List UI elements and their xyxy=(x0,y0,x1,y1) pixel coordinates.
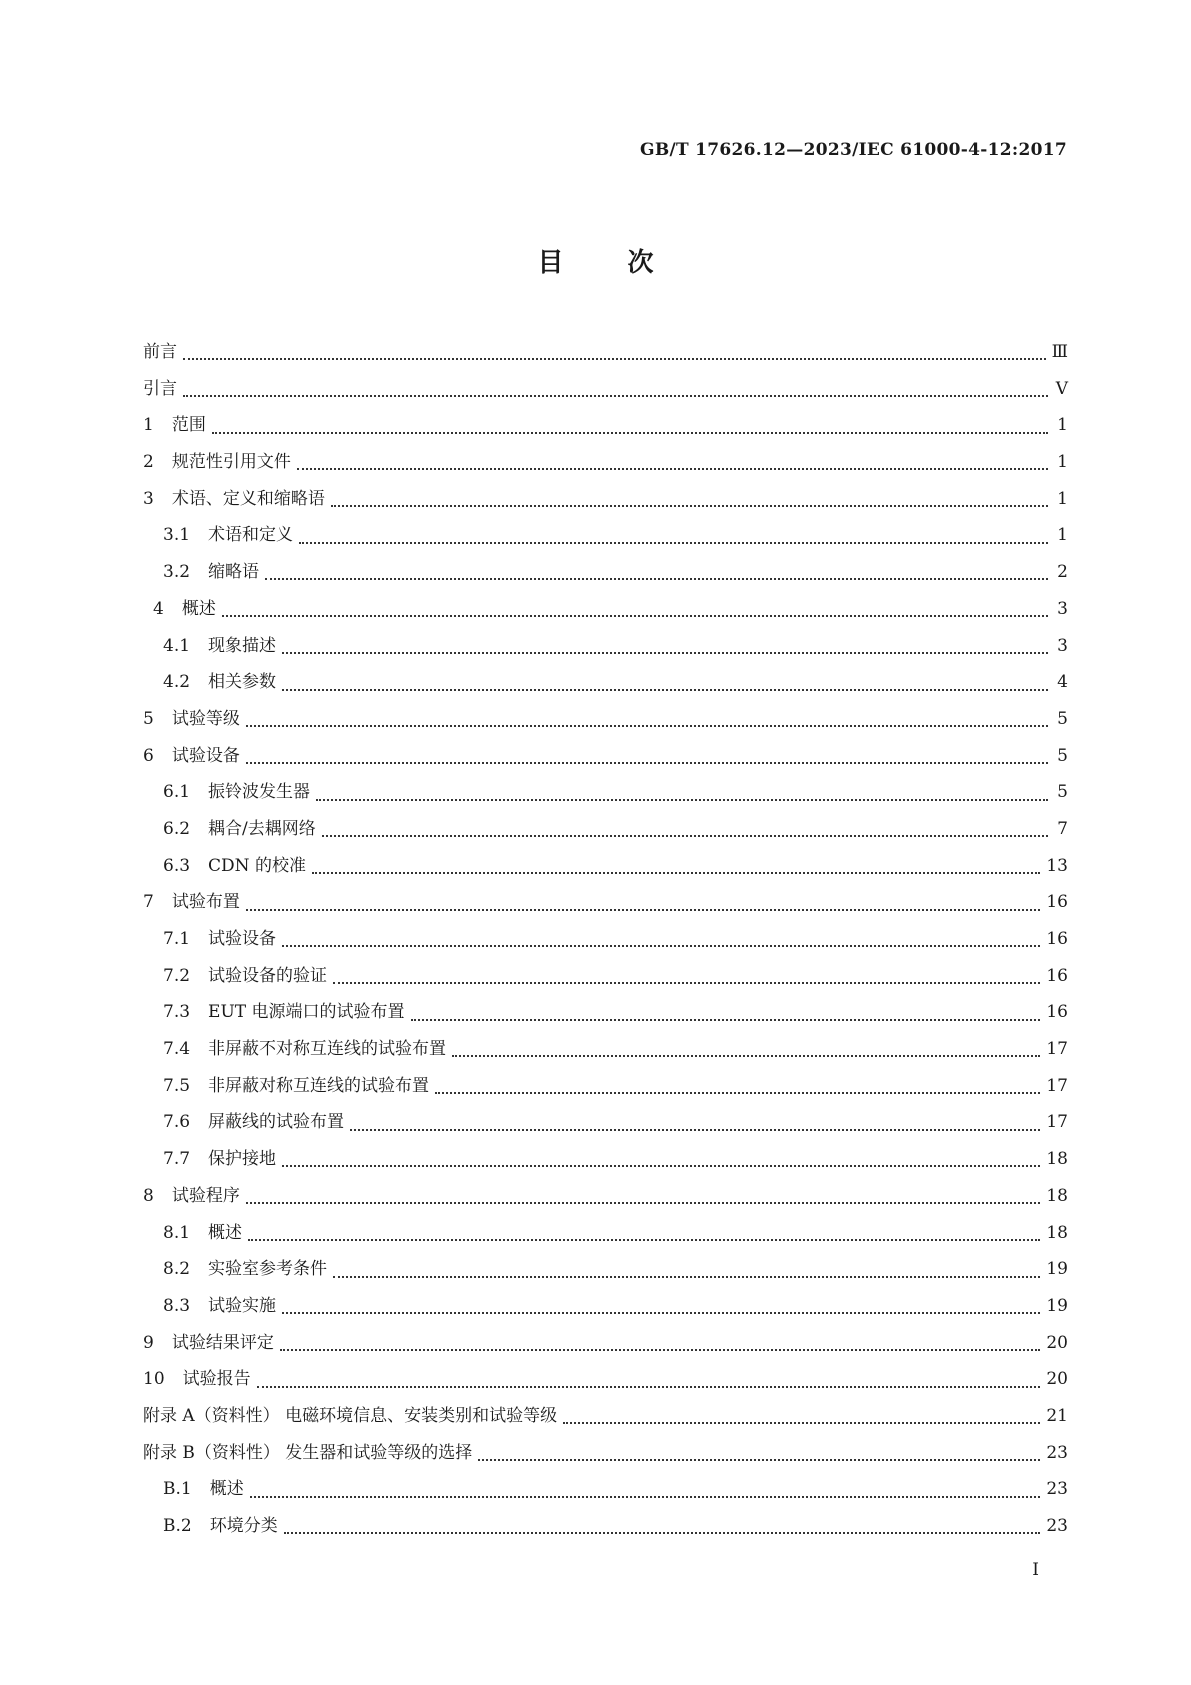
toc-entry-page: 17 xyxy=(1046,1039,1068,1060)
toc-entry-label: 概述 xyxy=(208,1222,243,1243)
toc-entry-page: 1 xyxy=(1057,525,1068,546)
dot-leader xyxy=(297,468,1048,470)
toc-entry[interactable] xyxy=(143,1438,1068,1475)
dot-leader xyxy=(282,945,1040,947)
dot-leader xyxy=(280,1349,1041,1351)
toc-entry-label: 概述 xyxy=(209,1479,244,1500)
toc-entry[interactable] xyxy=(143,887,1068,924)
toc-entry-label: 试验报告 xyxy=(182,1369,251,1390)
toc-entry-number: 1 xyxy=(143,415,154,436)
toc-entry-page: 5 xyxy=(1057,782,1068,803)
toc-entry-number: B.2 xyxy=(163,1516,192,1536)
toc-entry-label: 试验布置 xyxy=(171,892,240,913)
dot-leader xyxy=(333,982,1040,984)
toc-entry-number: 7.1 xyxy=(163,929,191,949)
toc-entry-label: 振铃波发生器 xyxy=(208,782,311,803)
toc-entry[interactable] xyxy=(143,1218,1068,1255)
toc-entry-label: 试验设备 xyxy=(171,745,240,766)
dot-leader xyxy=(322,835,1048,837)
toc-entry-page: 18 xyxy=(1046,1149,1068,1170)
toc-entry[interactable] xyxy=(143,814,1068,851)
toc-entry[interactable] xyxy=(143,337,1068,374)
toc-entry-label: 相关参数 xyxy=(208,672,277,693)
toc-entry-number: 7.3 xyxy=(163,1002,191,1023)
toc-entry-page: 3 xyxy=(1057,598,1068,619)
toc-entry-page: 1 xyxy=(1057,452,1068,473)
dot-leader xyxy=(299,542,1048,544)
toc-entry-page: 4 xyxy=(1057,672,1068,693)
toc-entry-label: 规范性引用文件 xyxy=(171,452,291,473)
toc-entry-number: 8.1 xyxy=(163,1222,191,1243)
dot-leader xyxy=(246,762,1048,764)
toc-entry[interactable] xyxy=(143,704,1068,741)
toc-entry-number: 4.2 xyxy=(163,672,191,693)
toc-entry-label: 试验程序 xyxy=(171,1185,240,1206)
toc-entry[interactable] xyxy=(143,447,1068,484)
toc-entry-number: 8.3 xyxy=(163,1295,191,1316)
dot-leader xyxy=(248,1239,1040,1241)
dot-leader xyxy=(282,1312,1040,1314)
toc-entry-page: 19 xyxy=(1046,1259,1068,1280)
dot-leader xyxy=(316,799,1048,801)
toc-entry-page: Ⅴ xyxy=(1055,378,1068,399)
toc-entry[interactable] xyxy=(143,1291,1068,1328)
toc-entry-page: 16 xyxy=(1046,1002,1068,1023)
toc-entry-number: 6.2 xyxy=(163,818,191,839)
toc-entry-page: 23 xyxy=(1046,1442,1068,1463)
toc-entry-number: 6.1 xyxy=(163,782,191,803)
toc-entry-label: 现象描述 xyxy=(208,635,277,656)
toc-entry-label: 概述 xyxy=(181,598,216,619)
toc-entry-label: EUT 电源端口的试验布置 xyxy=(208,1002,405,1023)
dot-leader xyxy=(282,689,1048,691)
toc-entry[interactable] xyxy=(143,667,1068,704)
toc-entry-page: 23 xyxy=(1046,1479,1068,1500)
toc-entry-page: Ⅲ xyxy=(1051,342,1068,362)
toc-entry-label: 试验设备 xyxy=(208,929,277,949)
dot-leader xyxy=(183,395,1048,397)
toc-entry-number: 6.3 xyxy=(163,855,191,876)
toc-entry-label: 实验室参考条件 xyxy=(208,1259,328,1280)
toc-entry-label: 屏蔽线的试验布置 xyxy=(208,1112,345,1133)
toc-entry-number: 5 xyxy=(143,708,154,729)
toc-entry-page: 18 xyxy=(1046,1185,1068,1206)
toc-entry-page: 3 xyxy=(1057,635,1068,656)
dot-leader xyxy=(222,615,1048,617)
toc-entry-page: 1 xyxy=(1057,488,1068,509)
dot-leader xyxy=(411,1019,1041,1021)
toc-entry-page: 18 xyxy=(1046,1222,1068,1243)
toc-entry-number: 3.1 xyxy=(163,525,191,546)
toc-entry-number: 2 xyxy=(143,452,154,473)
dot-leader xyxy=(250,1496,1041,1498)
toc-entry-page: 21 xyxy=(1046,1405,1068,1426)
dot-leader xyxy=(246,725,1048,727)
dot-leader xyxy=(257,1386,1041,1388)
toc-entry[interactable] xyxy=(143,520,1068,557)
toc-entry-page: 23 xyxy=(1046,1516,1068,1536)
dot-leader xyxy=(452,1055,1040,1057)
toc-entry-label: 范围 xyxy=(171,415,206,436)
toc-entry-label: CDN 的校准 xyxy=(208,855,306,876)
toc-entry[interactable] xyxy=(143,631,1068,668)
toc-entry-number: 7.4 xyxy=(163,1039,191,1060)
toc-entry-page: 5 xyxy=(1057,708,1068,729)
dot-leader xyxy=(282,652,1048,654)
dot-leader xyxy=(284,1532,1041,1534)
toc-entry-label: 引言 xyxy=(143,378,177,399)
toc-entry-page: 17 xyxy=(1046,1075,1068,1096)
toc-entry[interactable] xyxy=(143,961,1068,998)
table-of-contents xyxy=(143,337,1068,1548)
toc-entry-page: 17 xyxy=(1046,1112,1068,1133)
toc-entry-page: 7 xyxy=(1057,818,1068,839)
toc-entry[interactable] xyxy=(143,1474,1068,1511)
toc-entry[interactable] xyxy=(143,1107,1068,1144)
toc-entry-label: 附录 A（资料性） 电磁环境信息、安装类别和试验等级 xyxy=(143,1405,558,1426)
dot-leader xyxy=(333,1276,1040,1278)
dot-leader xyxy=(282,1165,1040,1167)
toc-entry[interactable] xyxy=(143,1181,1068,1218)
toc-entry-label: 非屏蔽对称互连线的试验布置 xyxy=(208,1075,430,1096)
dot-leader xyxy=(312,872,1040,874)
standard-code: GB/T 17626.12—2023/IEC 61000-4-12:2017 xyxy=(640,140,1067,160)
dot-leader xyxy=(212,432,1048,434)
toc-entry-number: 7.2 xyxy=(163,965,191,986)
toc-entry[interactable] xyxy=(143,1254,1068,1291)
toc-entry-number: 3.2 xyxy=(163,562,191,583)
toc-entry[interactable] xyxy=(143,777,1068,814)
toc-entry-number: 4 xyxy=(153,598,164,619)
toc-entry[interactable] xyxy=(143,557,1068,594)
toc-entry-number: 9 xyxy=(143,1332,154,1353)
toc-entry-label: 保护接地 xyxy=(208,1149,277,1170)
dot-leader xyxy=(478,1459,1040,1461)
toc-entry-number: 8 xyxy=(143,1185,154,1206)
toc-entry[interactable] xyxy=(143,1034,1068,1071)
toc-entry[interactable] xyxy=(143,1144,1068,1181)
toc-entry-page: 16 xyxy=(1046,965,1068,986)
toc-entry-label: 术语、定义和缩略语 xyxy=(171,488,325,509)
dot-leader xyxy=(183,358,1046,360)
toc-entry-page: 20 xyxy=(1046,1332,1068,1353)
toc-entry[interactable] xyxy=(143,741,1068,778)
toc-entry-page: 5 xyxy=(1057,745,1068,766)
toc-entry-label: 耦合/去耦网络 xyxy=(208,818,316,839)
toc-entry-page: 1 xyxy=(1057,415,1068,436)
toc-entry-number: 7 xyxy=(143,892,154,913)
toc-entry-label: 环境分类 xyxy=(209,1516,278,1536)
dot-leader xyxy=(265,578,1048,580)
toc-entry-number: 4.1 xyxy=(163,635,191,656)
toc-entry-label: 术语和定义 xyxy=(208,525,294,546)
toc-entry-number: 7.5 xyxy=(163,1075,191,1096)
toc-entry-label: 前言 xyxy=(143,342,177,362)
toc-entry-page: 16 xyxy=(1046,892,1068,913)
toc-entry-label: 缩略语 xyxy=(208,562,260,583)
toc-entry[interactable] xyxy=(143,924,1068,961)
toc-entry-number: 10 xyxy=(143,1369,165,1390)
toc-entry[interactable] xyxy=(143,374,1068,411)
toc-entry-page: 2 xyxy=(1057,562,1068,583)
toc-entry-number: 7.7 xyxy=(163,1149,191,1170)
toc-entry-label: 试验等级 xyxy=(171,708,240,729)
toc-entry-number: 3 xyxy=(143,488,154,509)
toc-entry[interactable] xyxy=(143,484,1068,521)
toc-entry[interactable] xyxy=(143,410,1068,447)
toc-entry[interactable] xyxy=(143,997,1068,1034)
page-number: I xyxy=(1032,1560,1039,1580)
toc-entry-label: 附录 B（资料性） 发生器和试验等级的选择 xyxy=(143,1442,473,1463)
toc-entry-label: 非屏蔽不对称互连线的试验布置 xyxy=(208,1039,447,1060)
toc-entry-label: 试验设备的验证 xyxy=(208,965,328,986)
toc-entry-page: 16 xyxy=(1046,929,1068,949)
page-title: 目次 xyxy=(537,248,718,278)
toc-entry[interactable] xyxy=(143,1401,1068,1438)
toc-entry-number: 8.2 xyxy=(163,1259,191,1280)
toc-entry[interactable] xyxy=(143,851,1068,888)
toc-entry[interactable] xyxy=(143,1328,1068,1365)
toc-entry[interactable] xyxy=(143,1364,1068,1401)
dot-leader xyxy=(331,505,1048,507)
dot-leader xyxy=(563,1422,1040,1424)
toc-entry-number: 6 xyxy=(143,745,154,766)
toc-entry[interactable] xyxy=(143,1071,1068,1108)
dot-leader xyxy=(246,909,1041,911)
toc-entry-label: 试验实施 xyxy=(208,1295,277,1316)
toc-entry-page: 19 xyxy=(1046,1295,1068,1316)
toc-entry-page: 20 xyxy=(1046,1369,1068,1390)
dot-leader xyxy=(435,1092,1040,1094)
toc-entry-page: 13 xyxy=(1046,855,1068,876)
toc-entry-label: 试验结果评定 xyxy=(171,1332,274,1353)
dot-leader xyxy=(350,1129,1040,1131)
toc-entry-number: B.1 xyxy=(163,1479,192,1500)
dot-leader xyxy=(246,1202,1041,1204)
toc-entry[interactable] xyxy=(143,1511,1068,1548)
toc-entry[interactable] xyxy=(143,594,1068,631)
toc-entry-number: 7.6 xyxy=(163,1112,191,1133)
